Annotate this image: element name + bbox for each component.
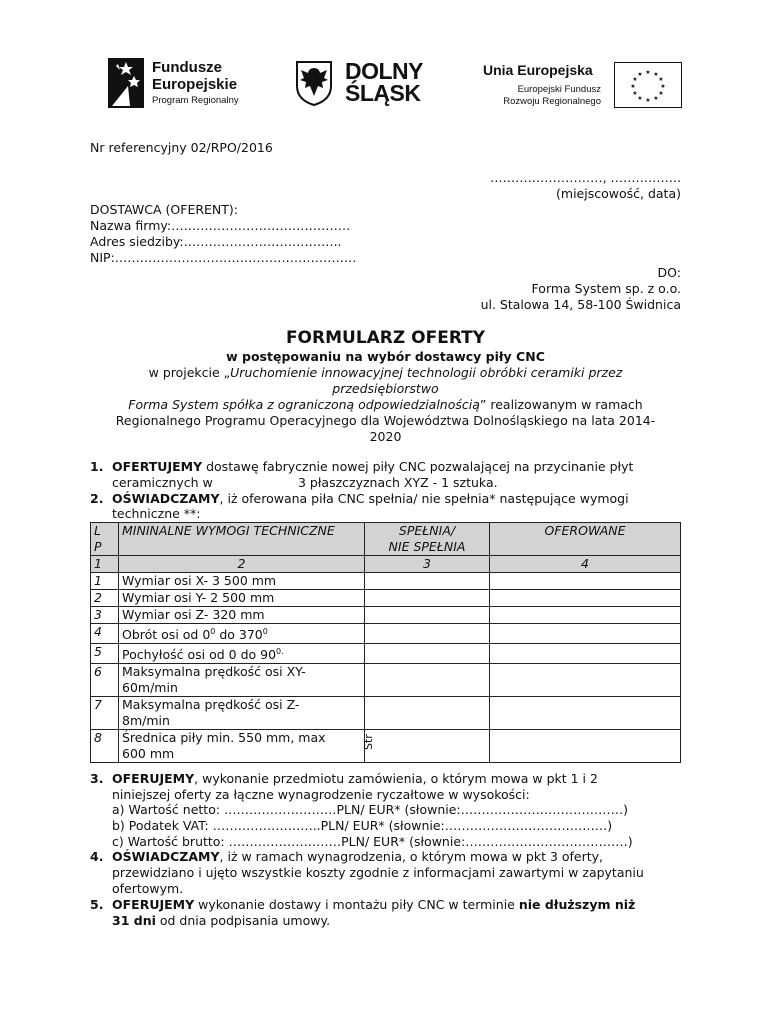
- fundusze-logo-icon: [108, 58, 144, 108]
- recipient-to: DO:: [657, 265, 681, 280]
- row-offered-cell[interactable]: [490, 664, 681, 697]
- row-lp: 3: [91, 607, 119, 624]
- table-colnum-row: [91, 556, 681, 573]
- svg-text:★: ★: [660, 83, 666, 90]
- eagle-crest-icon: [295, 60, 333, 106]
- svg-text:★: ★: [637, 71, 643, 78]
- row-offered-cell[interactable]: [490, 624, 681, 644]
- recipient-address: ul. Stalowa 14, 58-100 Świdnica: [480, 297, 681, 312]
- item3-text1: , wykonanie przedmiotu zamówienia, o którym mowa w pkt 1 i 2: [194, 771, 598, 786]
- item2-number: 2.: [90, 491, 104, 506]
- row-offered-cell[interactable]: [490, 644, 681, 664]
- row-lp: 6: [91, 664, 119, 697]
- row-lp: 2: [91, 590, 119, 607]
- supplier-name: Nazwa firmy:…………………………………….: [90, 218, 351, 233]
- row-lp: 8: [91, 730, 119, 763]
- row-requirement: Wymiar osi X- 3 500 mm: [119, 573, 365, 590]
- colnum-3: 3: [365, 556, 490, 573]
- table-row: [91, 573, 681, 590]
- header-requirements: MININALNE WYMOGI TECHNICZNE: [119, 523, 365, 556]
- supplier-heading: DOSTAWCA (OFERENT):: [90, 202, 239, 217]
- item1-line2b: 3 płaszczyznach XYZ - 1 sztuka.: [298, 475, 498, 490]
- item4-text1: , iż w ramach wynagrodzenia, o którym mowa w pkt 3 oferty,: [219, 849, 604, 864]
- row-meets-cell[interactable]: [365, 664, 490, 697]
- item2-keyword: OŚWIADCZAMY: [112, 491, 220, 506]
- item1-number: 1.: [90, 459, 104, 474]
- dolny-slask-line2: ŚLĄSK: [345, 80, 421, 106]
- row-meets-cell[interactable]: [365, 590, 490, 607]
- fundusze-line2: Europejskie: [152, 76, 238, 93]
- row-requirement: Obrót osi od $0^0$ do $370^0$: [119, 624, 365, 644]
- table-header-row: [91, 523, 681, 556]
- table-row: [91, 607, 681, 624]
- row-requirement: Maksymalna prędkość osi XY- 60m/min: [119, 664, 365, 697]
- table-row: [91, 697, 681, 730]
- form-title: FORMULARZ OFERTY: [285, 328, 486, 348]
- form-subtitle: w postępowaniu na wybór dostawcy piły CNC: [226, 349, 545, 364]
- item5-line1: [112, 897, 635, 913]
- row-requirement: Maksymalna prędkość osi Z- 8m/min: [119, 697, 365, 730]
- item4-keyword: OŚWIADCZAMY: [112, 849, 220, 864]
- table-row: [91, 624, 681, 644]
- row-requirement: Pochyłość osi od 0 do $90^{0.}$: [119, 644, 365, 664]
- unia-line2: Europejski Fundusz: [517, 84, 601, 95]
- dolny-slask-logo: [295, 60, 445, 108]
- item1-text1: dostawę fabrycznie nowej piły CNC pozwalającej na przycinanie płyt: [202, 459, 634, 474]
- row-offered-cell[interactable]: [490, 590, 681, 607]
- unia-line1: Unia Europejska: [483, 62, 593, 78]
- item3-a-netto: a) Wartość netto: ………………………PLN/ EUR* (słownie:…………………………………): [112, 802, 629, 817]
- supplier-nip: NIP:………………………………………………….: [90, 250, 357, 265]
- item4-line1: [112, 849, 603, 865]
- item2-line2: techniczne **:: [112, 506, 201, 521]
- place-date-dots: ………………………, ……………..: [490, 170, 681, 185]
- row-offered-cell[interactable]: [490, 607, 681, 624]
- project-company: Forma System spółka z ograniczoną odpowiedzialnością: [128, 397, 480, 412]
- table-row: [91, 664, 681, 697]
- row-meets-cell[interactable]: [365, 624, 490, 644]
- item5-text1: wykonanie dostawy i montażu piły CNC w terminie: [194, 897, 519, 912]
- dolny-slask-line1: DOLNY: [345, 58, 423, 84]
- svg-text:★: ★: [632, 76, 638, 83]
- fundusze-europejskie-logo: [108, 58, 258, 108]
- unia-line3: Rozwoju Regionalnego: [503, 96, 601, 107]
- svg-text:★: ★: [637, 95, 643, 102]
- row-lp: 4: [91, 624, 119, 644]
- project-line3: [90, 397, 681, 413]
- colnum-1: 1: [91, 556, 119, 573]
- item1-line1: [112, 459, 633, 475]
- requirements-table: [90, 522, 681, 763]
- row-offered-cell[interactable]: [490, 730, 681, 763]
- item3-number: 3.: [90, 771, 104, 786]
- row-offered-cell[interactable]: [490, 697, 681, 730]
- reference-number: Nr referencyjny 02/RPO/2016: [90, 140, 273, 155]
- header-meets: SPEŁNIA/ NIE SPEŁNIA: [365, 523, 490, 556]
- item5-number: 5.: [90, 897, 104, 912]
- item5-line2: [112, 913, 330, 929]
- row-meets-cell[interactable]: [365, 607, 490, 624]
- row-meets-cell[interactable]: [365, 730, 490, 763]
- item3-keyword: OFERUJEMY: [112, 771, 195, 786]
- project-prefix: w projekcie „: [148, 365, 231, 380]
- svg-text:★: ★: [645, 69, 651, 76]
- project-suffix: ” realizowanym w ramach: [479, 397, 643, 412]
- svg-text:★: ★: [658, 90, 664, 97]
- colnum-4: 4: [490, 556, 681, 573]
- item5-text2: od dnia podpisania umowy.: [155, 913, 331, 928]
- fundusze-line3: Program Regionalny: [152, 95, 239, 106]
- program-line1: Regionalnego Programu Operacyjnego dla Województwa Dolnośląskiego na lata 2014-: [115, 413, 656, 428]
- svg-text:★: ★: [645, 97, 651, 104]
- item1-keyword: OFERTUJEMY: [112, 459, 203, 474]
- header-offered: OFEROWANE: [490, 523, 681, 556]
- item4-line3: ofertowym.: [112, 881, 184, 896]
- row-requirement: Wymiar osi Z- 320 mm: [119, 607, 365, 624]
- fundusze-line1: Fundusze: [152, 59, 222, 76]
- item3-c-brutto: c) Wartość brutto: ………………………PLN/ EUR* (słownie:…………………………………): [112, 834, 633, 849]
- page-stamp: Str: [362, 734, 375, 750]
- project-line1: [90, 365, 681, 381]
- project-line2: przedsiębiorstwo: [332, 381, 439, 396]
- svg-text:★: ★: [653, 95, 659, 102]
- row-requirement: Średnica piły min. 550 mm, max 600 mm: [119, 730, 365, 763]
- project-title-part1: Uruchomienie innowacyjnej technologii obróbki ceramiki przez: [230, 365, 623, 380]
- header-lp: L P: [91, 523, 119, 556]
- item2-line1: [112, 491, 629, 507]
- item3-line2: niniejszej oferty za łączne wynagrodzenie ryczałtowe w wysokości:: [112, 787, 530, 802]
- item5-keyword: OFERUJEMY: [112, 897, 195, 912]
- item1-line2a: ceramicznych w: [112, 475, 213, 490]
- svg-text:★: ★: [653, 71, 659, 78]
- supplier-address: Adres siedziby:………………………………..: [90, 234, 342, 249]
- row-lp: 5: [91, 644, 119, 664]
- table-row: [91, 730, 681, 763]
- item4-number: 4.: [90, 849, 104, 864]
- row-lp: 7: [91, 697, 119, 730]
- row-meets-cell[interactable]: [365, 697, 490, 730]
- row-lp: 1: [91, 573, 119, 590]
- row-meets-cell[interactable]: [365, 573, 490, 590]
- item5-deadline-bold: nie dłuższym niż: [518, 897, 636, 912]
- unia-subtitle: [495, 84, 601, 108]
- eu-flag-icon: [614, 62, 682, 108]
- item2-text1: , iż oferowana piła CNC spełnia/ nie spełnia* następujące wymogi: [219, 491, 629, 506]
- svg-text:★: ★: [658, 76, 664, 83]
- place-date-label: (miejscowość, data): [556, 186, 681, 201]
- recipient-company: Forma System sp. z o.o.: [531, 281, 681, 296]
- item3-line1: [112, 771, 598, 787]
- svg-text:★: ★: [630, 83, 636, 90]
- table-row: [91, 644, 681, 664]
- colnum-2: 2: [119, 556, 365, 573]
- row-meets-cell[interactable]: [365, 644, 490, 664]
- item3-b-vat: b) Podatek VAT: ……………………..PLN/ EUR* (słownie:…………………………………): [112, 818, 613, 833]
- table-row: [91, 590, 681, 607]
- program-line2: 2020: [369, 429, 402, 444]
- item4-line2: przewidziano i ujęto wszystkie koszty zgodnie z informacjami zawartymi w zapytaniu: [112, 865, 644, 880]
- row-requirement: Wymiar osi Y- 2 500 mm: [119, 590, 365, 607]
- svg-text:★: ★: [632, 90, 638, 97]
- unia-europejska-logo: [483, 60, 683, 110]
- row-offered-cell[interactable]: [490, 573, 681, 590]
- item5-days: 31 dni: [112, 913, 156, 928]
